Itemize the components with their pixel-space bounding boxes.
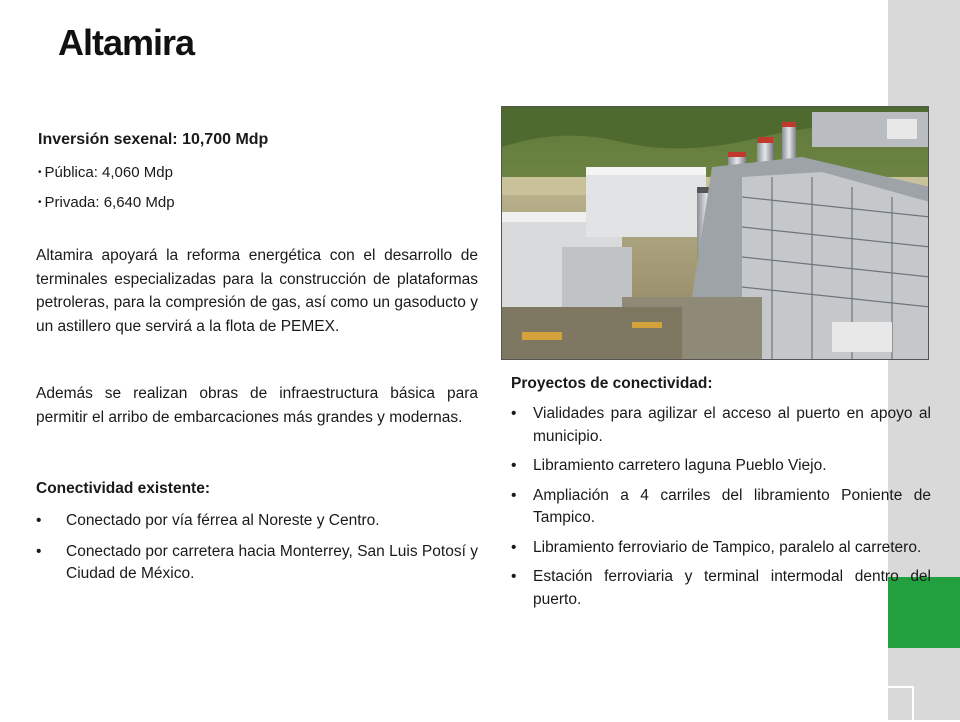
investment-private bbox=[38, 194, 175, 211]
bullet-icon: • bbox=[38, 197, 42, 208]
list-item: • Estación ferroviaria y terminal intermodal dentro del puerto. bbox=[511, 566, 931, 611]
list-item: • Ampliación a 4 carriles del libramiento Poniente de Tampico. bbox=[511, 485, 931, 530]
investment-public bbox=[38, 164, 173, 181]
paragraph-energy-reform: Altamira apoyará la reforma energética con el desarrollo de terminales especializadas para la construcción de plataformas petroleras, para la compresión de gas, así como un gasoducto y un astillero que servirá a la flota de PEMEX. bbox=[36, 247, 478, 335]
list-item: • Conectado por vía férrea al Noreste y Centro. bbox=[36, 510, 478, 533]
existing-connectivity-heading: Conectividad existente: bbox=[36, 480, 210, 497]
connectivity-projects-heading: Proyectos de conectividad: bbox=[511, 375, 713, 392]
investment-heading: Inversión sexenal: 10,700 Mdp bbox=[38, 131, 269, 148]
existing-connectivity-list bbox=[36, 510, 478, 594]
bullet-icon: • bbox=[38, 167, 42, 178]
page-title: Altamira bbox=[58, 22, 195, 63]
power-plant-photo bbox=[501, 106, 929, 360]
power-plant-illustration bbox=[502, 107, 929, 360]
investment-public-text: Pública: 4,060 Mdp bbox=[44, 164, 173, 181]
corner-frame-mark bbox=[888, 686, 914, 722]
connectivity-projects-list bbox=[511, 403, 931, 618]
paragraph-infrastructure: Además se realizan obras de infraestructura básica para permitir el arribo de embarcaciones más grandes y modernas. bbox=[36, 385, 478, 426]
list-item: • Conectado por carretera hacia Monterrey, San Luis Potosí y Ciudad de México. bbox=[36, 541, 478, 586]
list-item: • Libramiento carretero laguna Pueblo Viejo. bbox=[511, 455, 931, 478]
list-item: • Vialidades para agilizar el acceso al puerto en apoyo al municipio. bbox=[511, 403, 931, 448]
list-item: • Libramiento ferroviario de Tampico, paralelo al carretero. bbox=[511, 537, 931, 560]
investment-private-text: Privada: 6,640 Mdp bbox=[44, 194, 175, 211]
